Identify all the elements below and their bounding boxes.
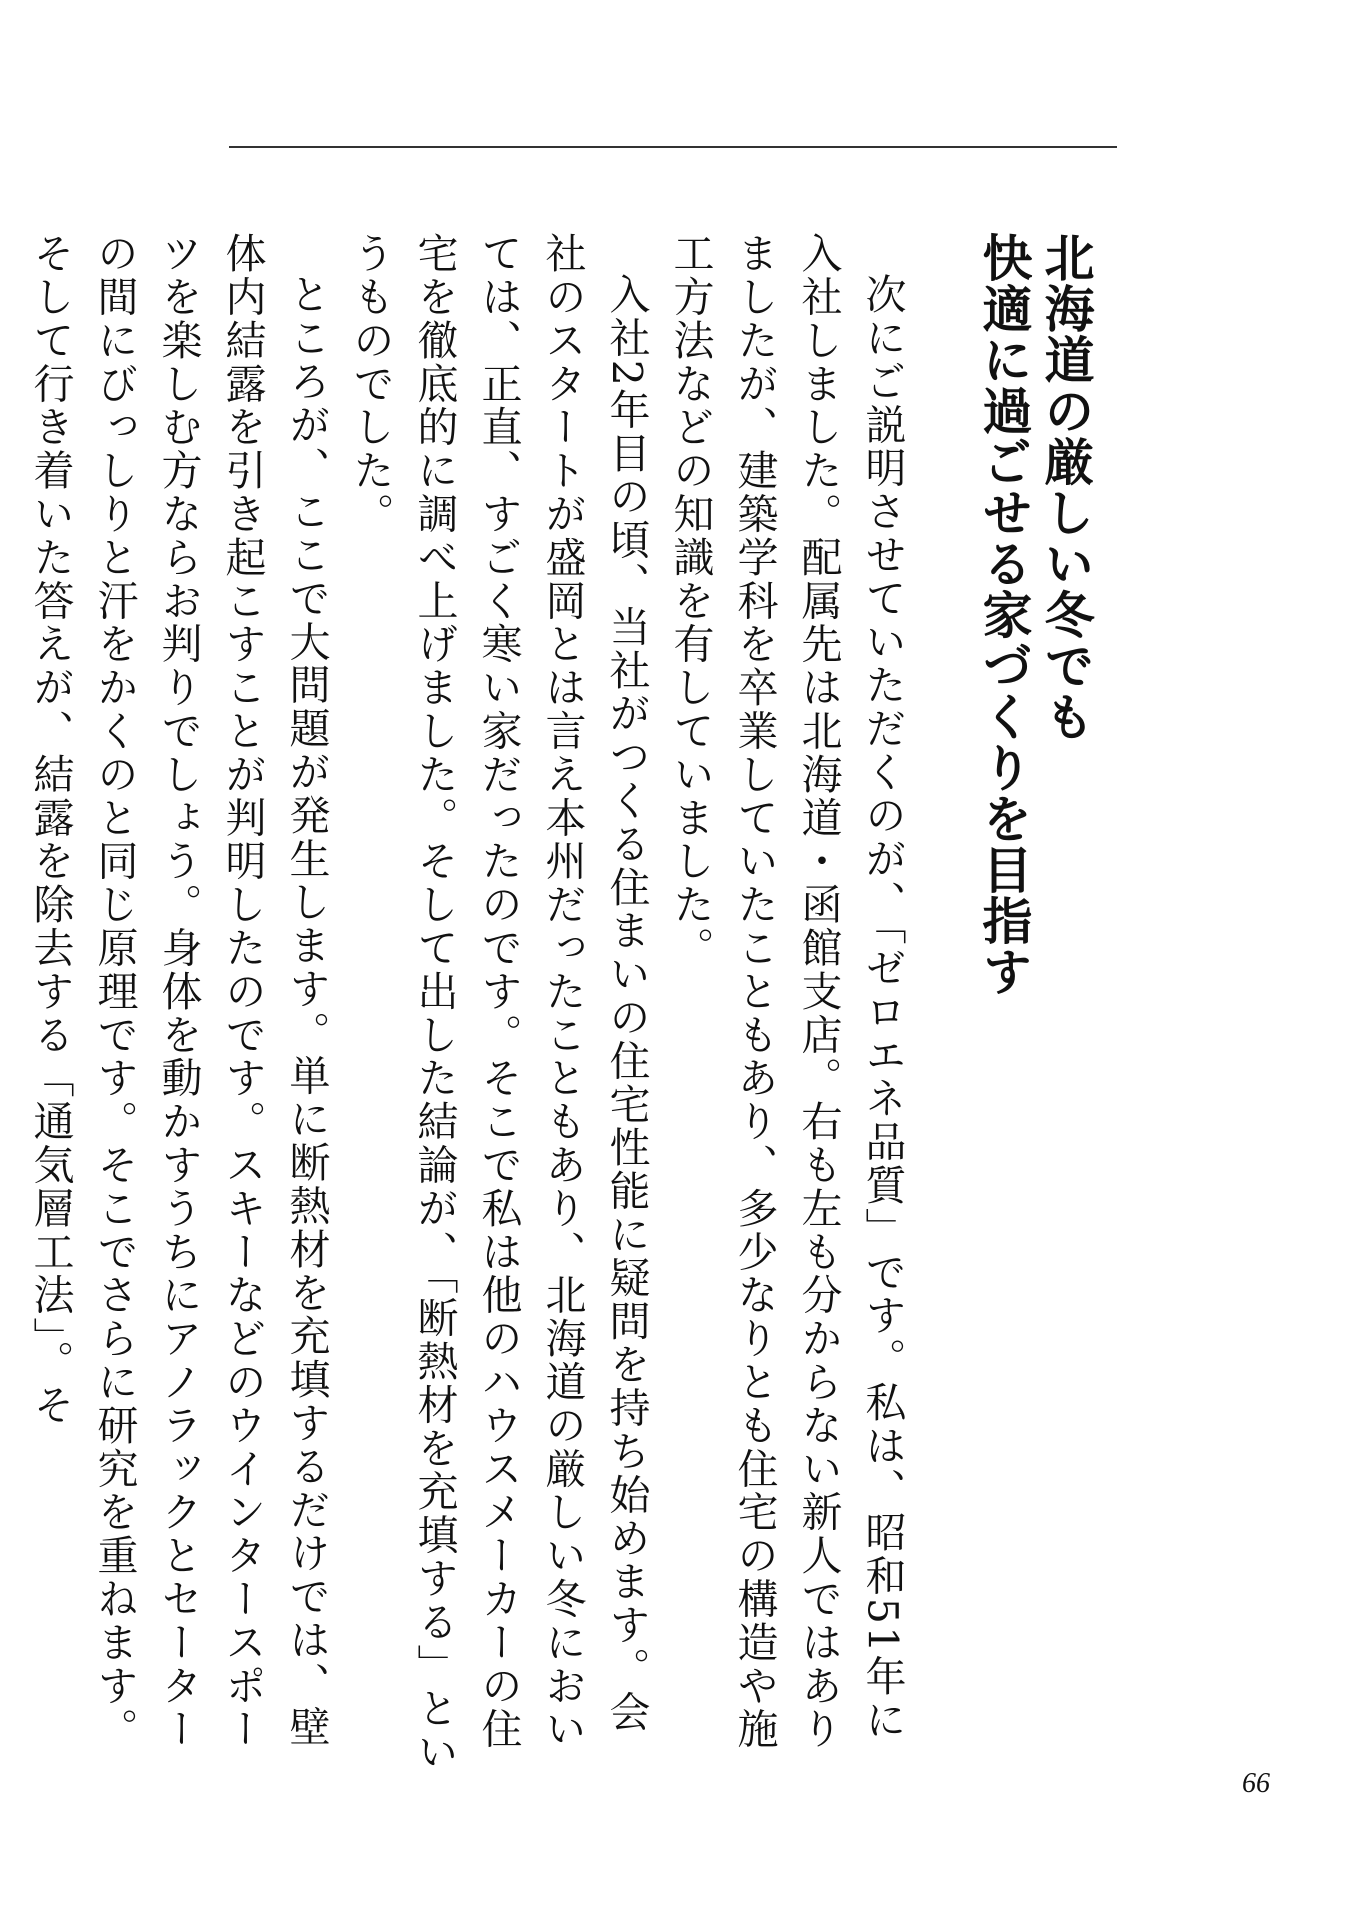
header-rule (229, 146, 1117, 148)
page-body (26, 232, 1130, 1777)
paragraph-3: ところが、ここで大問題が発生します。単に断熱材を充填するだけでは、壁体内結露を引き起こすことが判明したのです。スキーなどのウインタースポーツを楽しむ方ならお判りでしょう。身体を動かすうちにアノラックとセーターの間にびっしりと汗をかくのと同じ原理です。そこでさらに研究を重ねます。そして行き着いた答えが、結露を除去する「通気層工法」。そ (26, 232, 331, 1751)
paragraph-1: 次にご説明させていただくのが、「ゼロエネ品質」です。私は、昭和51年に入社しました。配属先は北海道・函館支店。右も左も分からない新人ではありましたが、建築学科を卒業していたこともあり、多少なりとも住宅の構造や施工方法などの知識を有していました。 (666, 232, 907, 1751)
body-text (19, 232, 915, 1777)
section-heading (973, 232, 1097, 1777)
heading-line-2: 快適に過ごせる家づくりを目指す (974, 232, 1033, 997)
paragraph-2: 入社2年目の頃、当社がつくる住まいの住宅性能に疑問を持ち始めます。会社のスタートが盛岡とは言え本州だったこともあり、北海道の厳しい冬においては、正直、すごく寒い家だったのです。そこで私は他のハウスメーカーの住宅を徹底的に調べ上げました。そして出した結論が、「断熱材を充填する」というものでした。 (346, 232, 651, 1774)
heading-line-1: 北海道の厳しい冬でも (1036, 232, 1095, 742)
page-number: 66 (1242, 1768, 1270, 1799)
